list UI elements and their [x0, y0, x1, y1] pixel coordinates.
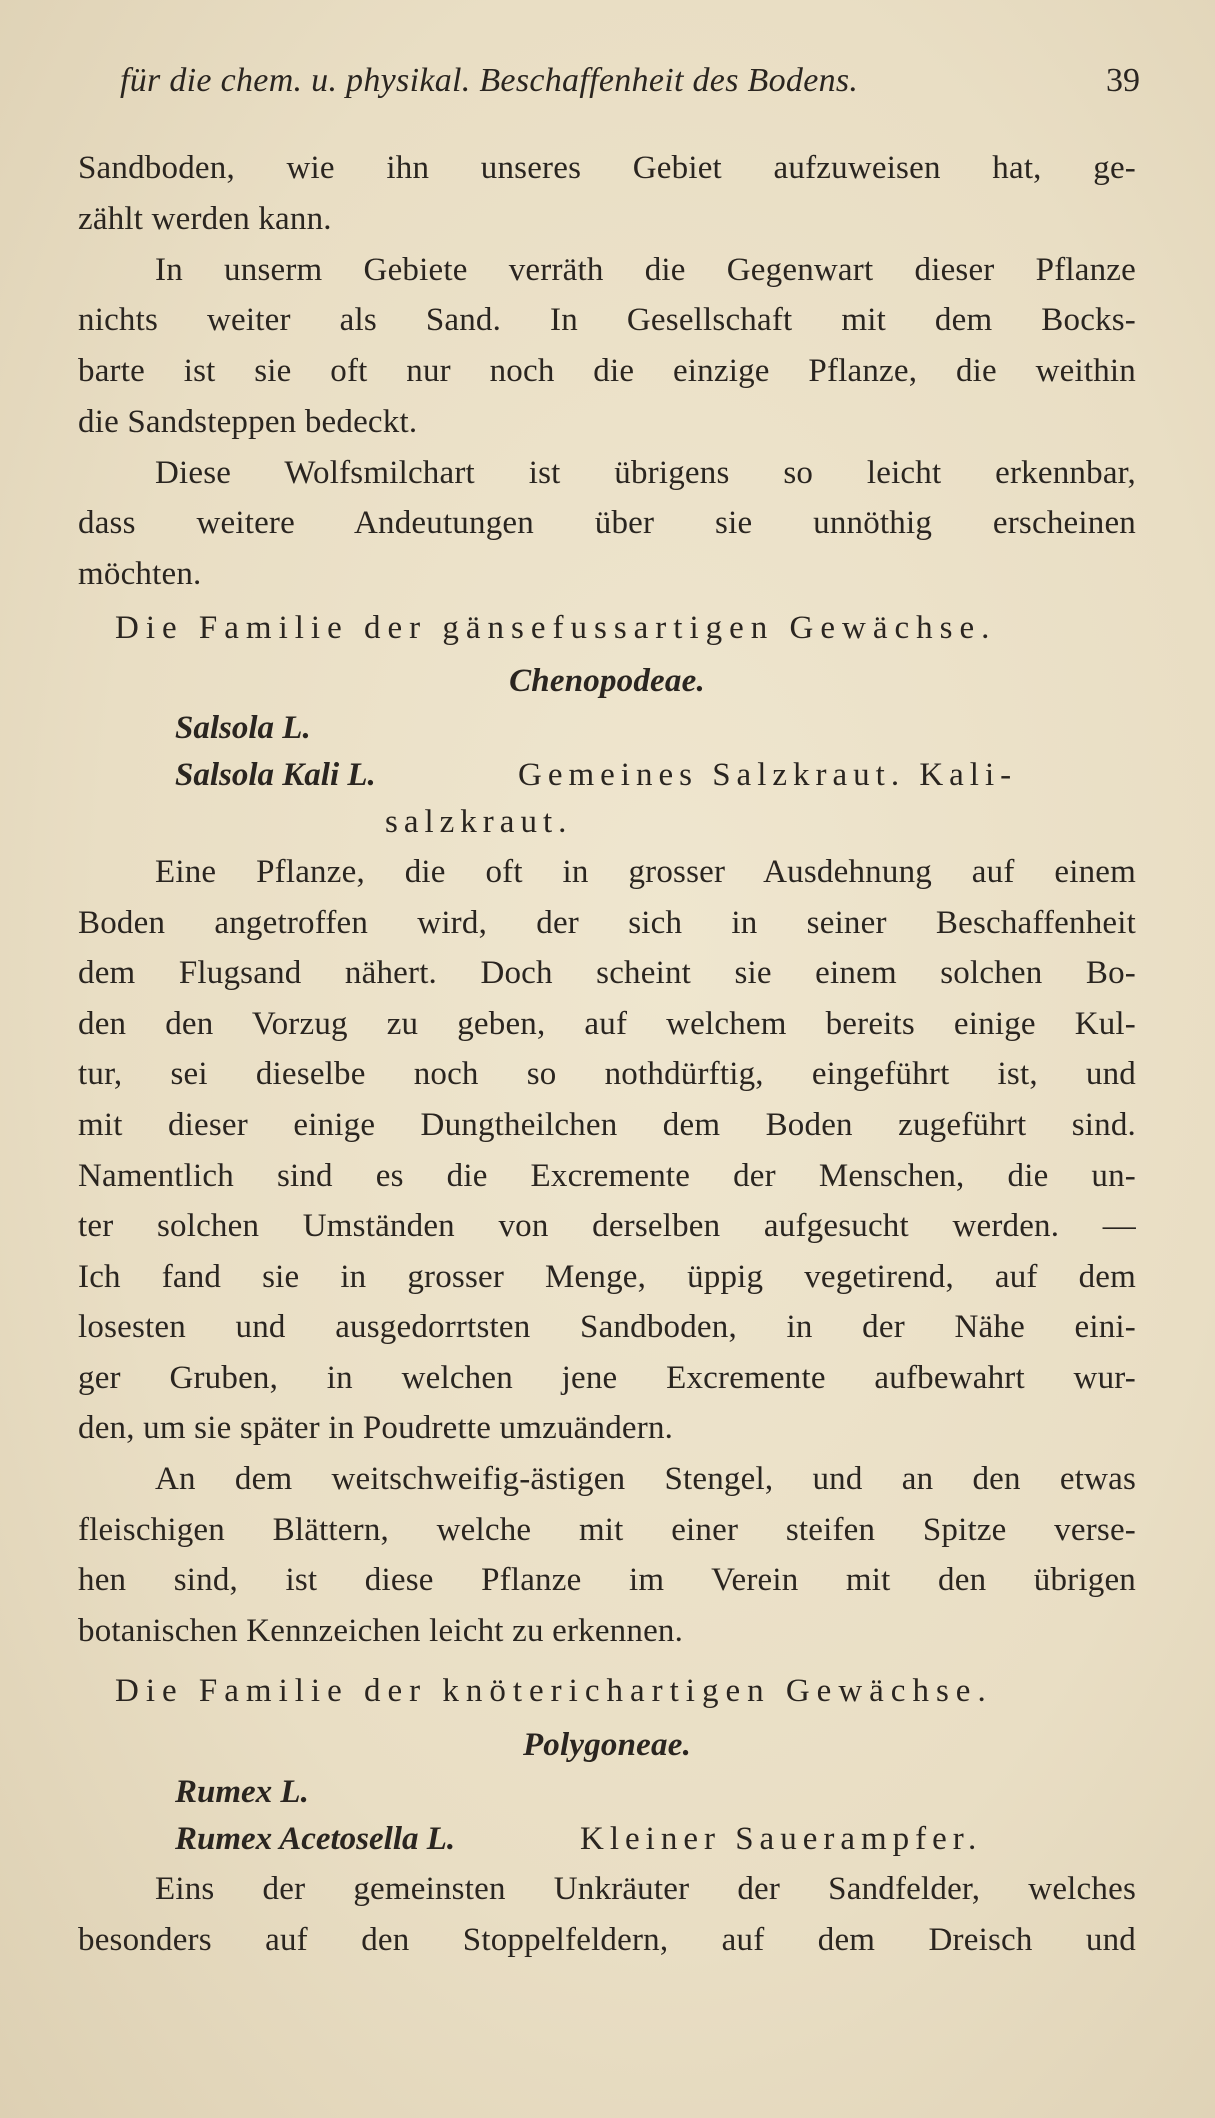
text-line: nichts weiter als Sand. In Gesellschaft mit dem Bocks-: [78, 302, 1136, 338]
text-line: ter solchen Umständen von derselben aufgesucht werden. —: [78, 1208, 1136, 1244]
species-entry: [175, 1819, 455, 1859]
text-line: den den Vorzug zu geben, auf welchem bereits einige Kul-: [78, 1006, 1136, 1042]
species-common-name-cont: salzkraut.: [385, 804, 573, 840]
species-latin-name: Rumex Acetosella L.: [175, 1821, 456, 1857]
species-common-name: Kleiner Sauerampfer.: [580, 1821, 983, 1857]
family-latin-name: Chenopodeae.: [509, 663, 705, 699]
text-line: fleischigen Blättern, welche mit einer steifen Spitze verse-: [78, 1512, 1136, 1548]
text-line: besonders auf den Stoppelfeldern, auf dem Dreisch und: [78, 1922, 1136, 1958]
genus-name: Salsola L.: [175, 710, 311, 746]
page-header: [120, 62, 1140, 112]
text-line: botanischen Kennzeichen leicht zu erkennen.: [78, 1613, 684, 1649]
text-line: Eins der gemeinsten Unkräuter der Sandfelder, welches: [155, 1871, 1136, 1907]
family-heading: Die Familie der gänsefussartigen Gewächse.: [115, 610, 997, 646]
text-line: Eine Pflanze, die oft in grosser Ausdehnung auf einem: [155, 854, 1136, 890]
text-line: die Sandsteppen bedeckt.: [78, 404, 418, 440]
text-line: Ich fand sie in grosser Menge, üppig vegetirend, auf dem: [78, 1259, 1136, 1295]
text-line: losesten und ausgedorrtsten Sandboden, in der Nähe eini-: [78, 1309, 1136, 1345]
text-line: Sandboden, wie ihn unseres Gebiet aufzuweisen hat, ge-: [78, 150, 1136, 186]
text-line: dass weitere Andeutungen über sie unnöthig erscheinen: [78, 505, 1136, 541]
text-line: tur, sei dieselbe noch so nothdürftig, eingeführt ist, und: [78, 1056, 1136, 1092]
text-line: An dem weitschweifig-ästigen Stengel, und an den etwas: [155, 1461, 1136, 1497]
text-line: zählt werden kann.: [78, 201, 332, 237]
text-line: mit dieser einige Dungtheilchen dem Boden zugeführt sind.: [78, 1107, 1136, 1143]
species-latin-name: Salsola Kali L.: [175, 757, 376, 793]
species-entry: [175, 755, 376, 795]
genus-name: Rumex L.: [175, 1774, 309, 1810]
text-line: barte ist sie oft nur noch die einzige Pflanze, die weithin: [78, 353, 1136, 389]
text-line: den, um sie später in Poudrette umzuändern.: [78, 1410, 674, 1446]
family-heading: Die Familie der knöterichartigen Gewächse.: [115, 1673, 993, 1709]
text-line: Boden angetroffen wird, der sich in seiner Beschaffenheit: [78, 905, 1136, 941]
text-line: hen sind, ist diese Pflanze im Verein mit den übrigen: [78, 1562, 1136, 1598]
text-line: dem Flugsand nähert. Doch scheint sie einem solchen Bo-: [78, 955, 1136, 991]
page-number: 39: [1106, 62, 1140, 99]
species-common-name: Gemeines Salzkraut. Kali-: [518, 757, 1018, 793]
text-line: ger Gruben, in welchen jene Excremente aufbewahrt wur-: [78, 1360, 1136, 1396]
text-line: In unserm Gebiete verräth die Gegenwart dieser Pflanze: [155, 252, 1136, 288]
family-latin-name: Polygoneae.: [522, 1727, 692, 1763]
text-line: Namentlich sind es die Excremente der Menschen, die un-: [78, 1158, 1136, 1194]
running-title: für die chem. u. physikal. Beschaffenheit des Bodens.: [120, 62, 859, 99]
text-line: möchten.: [78, 556, 202, 592]
text-line: Diese Wolfsmilchart ist übrigens so leicht erkennbar,: [155, 455, 1136, 491]
